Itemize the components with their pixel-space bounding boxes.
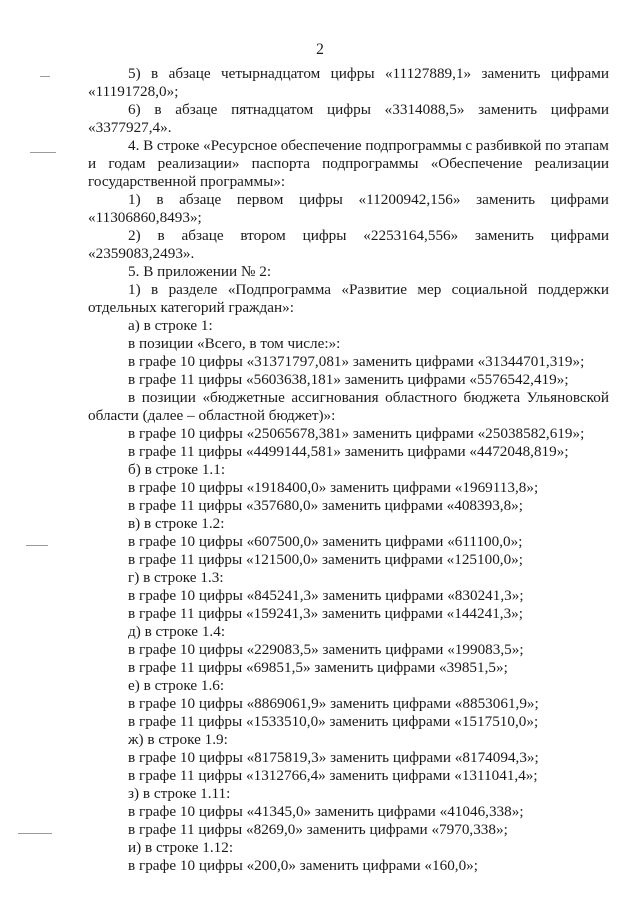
text-line: в графе 10 цифры «8869061,9» заменить цифрами «8853061,9»; xyxy=(128,695,539,712)
text-line: е) в строке 1.6: xyxy=(128,677,225,694)
text-line: в графе 10 цифры «25065678,381» заменить цифрами «25038582,619»; xyxy=(128,425,585,442)
text-line: 2) в абзаце втором цифры «2253164,556» заменить цифрами xyxy=(128,227,609,244)
text-line: в графе 10 цифры «1918400,0» заменить цифрами «1969113,8»; xyxy=(128,479,539,496)
text-line: в графе 10 цифры «31371797,081» заменить цифрами «31344701,319»; xyxy=(128,353,585,370)
text-line: в графе 10 цифры «845241,3» заменить цифрами «830241,3»; xyxy=(128,587,524,604)
text-line: 6) в абзаце пятнадцатом цифры «3314088,5» заменить цифрами xyxy=(128,101,609,118)
text-line: а) в строке 1: xyxy=(128,317,213,334)
scan-mark xyxy=(18,833,52,834)
text-line: в графе 10 цифры «41345,0» заменить цифрами «41046,338»; xyxy=(128,803,524,820)
text-line: в позиции «Всего, в том числе:»: xyxy=(128,335,341,352)
scan-mark xyxy=(30,152,56,153)
text-line: в графе 11 цифры «8269,0» заменить цифрами «7970,338»; xyxy=(128,821,508,838)
text-line: и годам реализации» паспорта подпрограммы «Обеспечение реализации xyxy=(88,155,609,172)
text-line: области (далее – областной бюджет)»: xyxy=(88,407,336,424)
text-line: в позиции «бюджетные ассигнования областного бюджета Ульяновской xyxy=(128,389,609,406)
text-line: в графе 11 цифры «4499144,581» заменить цифрами «4472048,819»; xyxy=(128,443,569,460)
text-line: в графе 10 цифры «8175819,3» заменить цифрами «8174094,3»; xyxy=(128,749,539,766)
text-line: 4. В строке «Ресурсное обеспечение подпрограммы с разбивкой по этапам xyxy=(128,137,609,154)
text-line: в графе 11 цифры «357680,0» заменить цифрами «408393,8»; xyxy=(128,497,523,514)
text-line: 1) в разделе «Подпрограмма «Развитие мер социальной поддержки xyxy=(128,281,609,298)
text-line: и) в строке 1.12: xyxy=(128,839,234,856)
scan-mark xyxy=(40,76,50,77)
text-line: з) в строке 1.11: xyxy=(128,785,231,802)
text-line: в графе 11 цифры «121500,0» заменить цифрами «125100,0»; xyxy=(128,551,523,568)
text-line: 1) в абзаце первом цифры «11200942,156» заменить цифрами xyxy=(128,191,609,208)
text-line: б) в строке 1.1: xyxy=(128,461,226,478)
text-line: в графе 11 цифры «5603638,181» заменить цифрами «5576542,419»; xyxy=(128,371,569,388)
text-line: в графе 10 цифры «200,0» заменить цифрами «160,0»; xyxy=(128,857,478,874)
text-line: «2359083,2493». xyxy=(88,245,195,262)
text-line: отдельных категорий граждан»: xyxy=(88,299,294,316)
text-line: в графе 11 цифры «1533510,0» заменить цифрами «1517510,0»; xyxy=(128,713,539,730)
text-line: в графе 11 цифры «69851,5» заменить цифрами «39851,5»; xyxy=(128,659,508,676)
text-line: д) в строке 1.4: xyxy=(128,623,226,640)
text-line: в графе 10 цифры «229083,5» заменить цифрами «199083,5»; xyxy=(128,641,524,658)
scan-mark xyxy=(26,545,48,546)
text-line: в) в строке 1.2: xyxy=(128,515,225,532)
text-line: ж) в строке 1.9: xyxy=(128,731,228,748)
text-line: «11306860,8493»; xyxy=(88,209,202,226)
text-line: 5. В приложении № 2: xyxy=(128,263,272,280)
text-line: г) в строке 1.3: xyxy=(128,569,224,586)
text-line: в графе 11 цифры «1312766,4» заменить цифрами «1311041,4»; xyxy=(128,767,538,784)
text-line: «11191728,0»; xyxy=(88,83,179,100)
text-line: в графе 10 цифры «607500,0» заменить цифрами «611100,0»; xyxy=(128,533,523,550)
page-number: 2 xyxy=(316,41,324,58)
text-line: государственной программы»: xyxy=(88,173,286,190)
text-line: 5) в абзаце четырнадцатом цифры «11127889,1» заменить цифрами xyxy=(128,65,609,82)
text-line: «3377927,4». xyxy=(88,119,172,136)
text-line: в графе 11 цифры «159241,3» заменить цифрами «144241,3»; xyxy=(128,605,523,622)
